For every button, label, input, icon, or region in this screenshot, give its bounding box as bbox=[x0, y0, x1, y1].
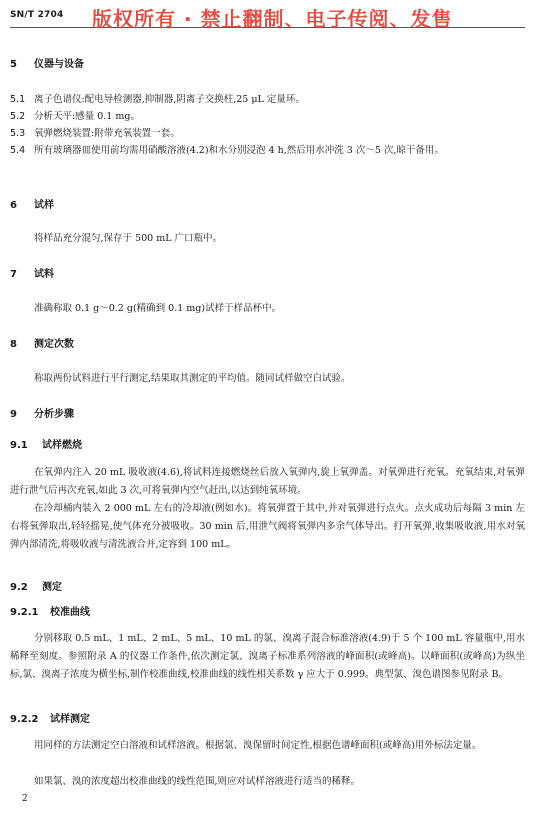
paragraph: 在氧弹内注入 20 mL 吸收液(4.6),将试料连接燃烧丝后放入氧弹内,旋上氧弹盖。对氧弹进行充氧。充氧结束,对氧弹进行泄气后再次充氧,如此 3 次,可将氧弹内空气赶出,以达到纯氧环境。 bbox=[10, 467, 525, 496]
paragraph: 在冷却桶内装入 2 000 mL 左右的冷却液(例如水)。将氧弹置于其中,并对氧弹进行点火。点火成功后每隔 3 min 左右将氧弹取出,轻轻摇晃,使气体充分被吸收。30 min 后,用泄气阀将氧弹内多余气体导出。打开氧弹,收集吸收液,用水对氧弹内部清洗,将吸收液与清洗液合并,定容到 100 mL。 bbox=[10, 503, 525, 550]
section-8-text: 称取两份试料进行平行测定,结果取其测定的平均值。随同试样做空白试验。 bbox=[34, 373, 351, 384]
subsection-9-1-heading: 9.1 试样燃烧 bbox=[10, 440, 82, 451]
paragraph: 如果氯、溴的浓度超出校准曲线的线性范围,则应对试样溶液进行适当的稀释。 bbox=[34, 776, 361, 787]
paragraph: 用同样的方法测定空白溶液和试样溶液。根据氯、溴保留时间定性,根据色谱峰面积(或峰高)用外标法定量。 bbox=[34, 740, 482, 751]
section-7-heading: 7 试料 bbox=[10, 269, 54, 280]
standard-number: SN/T 2704 bbox=[10, 10, 64, 20]
subsection-9-2-1-heading: 9.2.1 校准曲线 bbox=[10, 607, 90, 618]
section-6-text: 将样品充分混匀,保存于 500 mL 广口瓶中。 bbox=[34, 233, 223, 244]
section-5-heading: 5 仪器与设备 bbox=[10, 59, 84, 70]
paragraph: 分别移取 0.5 mL、1 mL、2 mL、5 mL、10 mL 的氯、溴离子混合标准溶液(4.9)于 5 个 100 mL 容量瓶中,用水稀释至刻度。参照附录 A 的仪器工作条件,依次测定氯、溴离子标准系列溶液的峰面积(或峰高)。以峰面积(或峰高)为纵坐标,氯、溴离子浓度为横坐标,制作校准曲线,校准曲线的线性相关系数 γ 应大于 0.999。典型氯、溴色谱图参见附录 B。 bbox=[10, 633, 525, 680]
page-number: 2 bbox=[22, 794, 28, 804]
section-8-heading: 8 测定次数 bbox=[10, 339, 74, 350]
list-item: 5.1 离子色谱仪:配电导检测器,抑制器,阴离子交换柱,25 μL 定量环。 bbox=[10, 94, 305, 105]
section-9-heading: 9 分析步骤 bbox=[10, 409, 74, 420]
subsection-9-2-2-heading: 9.2.2 试样测定 bbox=[10, 714, 90, 725]
list-item: 5.3 氧弹燃烧装置:附带充氧装置一套。 bbox=[10, 128, 180, 139]
subsection-9-2-heading: 9.2 测定 bbox=[10, 582, 62, 593]
copyright-watermark: 版权所有 · 禁止翻制、电子传阅、发售 bbox=[92, 7, 453, 31]
section-6-heading: 6 试样 bbox=[10, 200, 54, 211]
section-7-text: 准确称取 0.1 g～0.2 g(精确到 0.1 mg)试样于样品杯中。 bbox=[34, 303, 282, 314]
list-item: 5.4 所有玻璃器皿使用前均需用硝酸溶液(4.2)和水分别浸泡 4 h,然后用水冲洗 3 次～5 次,晾干备用。 bbox=[10, 145, 444, 156]
list-item: 5.2 分析天平:感量 0.1 mg。 bbox=[10, 111, 140, 122]
